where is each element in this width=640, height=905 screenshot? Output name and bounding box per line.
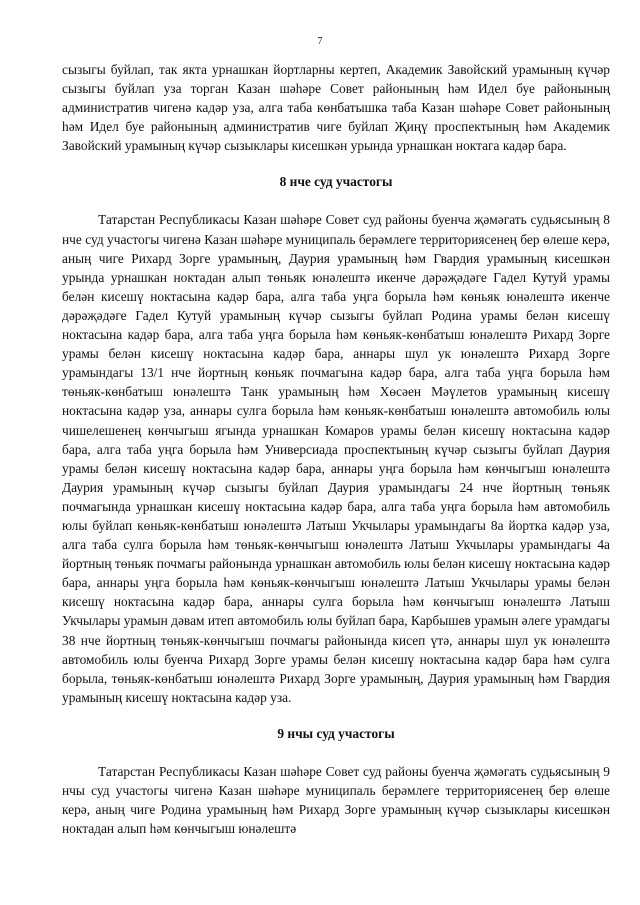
section-9-paragraph: Татарстан Республикасы Казан шәһәре Совет суд районы буенча җәмәгать судьясының 9 нчы суд участогы чигенә Казан шәһәре муниципаль берәмлеге территориясенең бер өлеше керә, аның чиге Родина урамының һәм Рихард Зорге урамының күчәр сызыклары кисешкән ноктадан алып һәм көнчыгыш юнәлештә bbox=[62, 763, 610, 837]
document-body bbox=[62, 60, 610, 838]
continuation-paragraph: сызыгы буйлап, так якта урнашкан йортларны кертеп, Академик Завойский урамының күчәр сызыгы буйлап уза торган Казан шәһәре Совет районының һәм Идел буе районының административ чигенә кадәр уза, алга таба көнбатышка таба Казан шәһәре Совет районының һәм Идел буе районының административ чиге буйлап Җиңү проспектының һәм Академик Завойский урамының күчәр сызыклары кисешкән урында урнашкан ноктага кадәр бара. bbox=[62, 62, 610, 154]
section-9-heading: 9 нчы суд участогы bbox=[277, 725, 395, 741]
page-number: 7 bbox=[317, 36, 323, 47]
section-8-heading: 8 нче суд участогы bbox=[279, 174, 393, 190]
section-8-paragraph: Татарстан Республикасы Казан шәһәре Совет суд районы буенча җәмәгать судьясының 8 нче суд участогы чигенә Казан шәһәре муниципаль берәмлеге территориясенең бер өлеше керә, аның чиге Рихард Зорге урамының, Даурия урамының һәм Гвардия урамының кисешкән урында урнашкан ноктадан алып төньяк юнәлештә икенче дәрәҗәдәге Гадел Кутуй урамы белән кисешү ноктасына кадәр бара, алга таба уңга борыла һәм көньяк юнәлештә икенче дәрәҗәдәге Гадел Кутуй урамының күчәр сызыгы буйлап Родина урамы белән кисешү ноктасына кадәр бара, алга таба уңга борыла һәм көньяк-көнбатыш юнәлештә Рихард Зорге урамы белән кисешү ноктасына кадәр бара, аннары шул ук юнәлештә Рихард Зорге урамындагы 13/1 нче йортның көньяк почмагына кадәр бара, алга таба уңга борыла һәм төньяк-көнбатыш юнәлештә Танк урамының һәм Хөсәен Мәүлетов урамының кисешү ноктасына кадәр уза, аннары сулга борыла һәм көньяк-көнбатыш юнәлештә автомобиль юлы чишелешенең көнчыгыш ягында урнашкан Комаров урамы белән кисешү ноктасына кадәр бара, алга таба уңга борыла һәм Универсиада проспектының күчәр сызыгы буйлап Даурия урамы белән кисешү ноктасына кадәр бара, аннары уңга борыла һәм көнчыгыш юнәлештә Даурия урамының күчәр сызыгы буйлап Даурия урамындагы 24 нче йортның төньяк почмагында урнашкан кисешү ноктасына кадәр бара, алга таба уңга борыла һәм автомобиль юлы буйлап көньяк-көнбатыш юнәлештә Латыш Укчылары урамындагы 8а йортка кадәр уза, алга таба сулга борыла һәм төньяк-көнчыгыш юнәлештә Латыш Укчылары урамындагы 4а йортның төньяк почмагы районында урнашкан автомобиль юлы белән кисешү ноктасына кадәр бара, аннары уңга борыла һәм көньяк-көнчыгыш юнәлештә Латыш Укчылары урамы белән кисешү ноктасына кадәр бара, аннары сулга борыла һәм көнчыгыш юнәлештә Латыш Укчылары урамын дәвам итеп автомобиль юлы буйлап бара, Карбышев урамын әлеге урамдагы 38 нче йортның төньяк-көнчыгыш почмагы районында кисеп үтә, аннары шул ук юнәлештә автомобиль юлы буенча Рихард Зорге урамы белән кисешү ноктасына кадәр бара һәм сулга борыла, төньяк-көнбатыш юнәлештә Рихард Зорге урамының, Даурия урамының һәм Гвардия урамының кисешү ноктасына кадәр уза. bbox=[62, 212, 610, 705]
